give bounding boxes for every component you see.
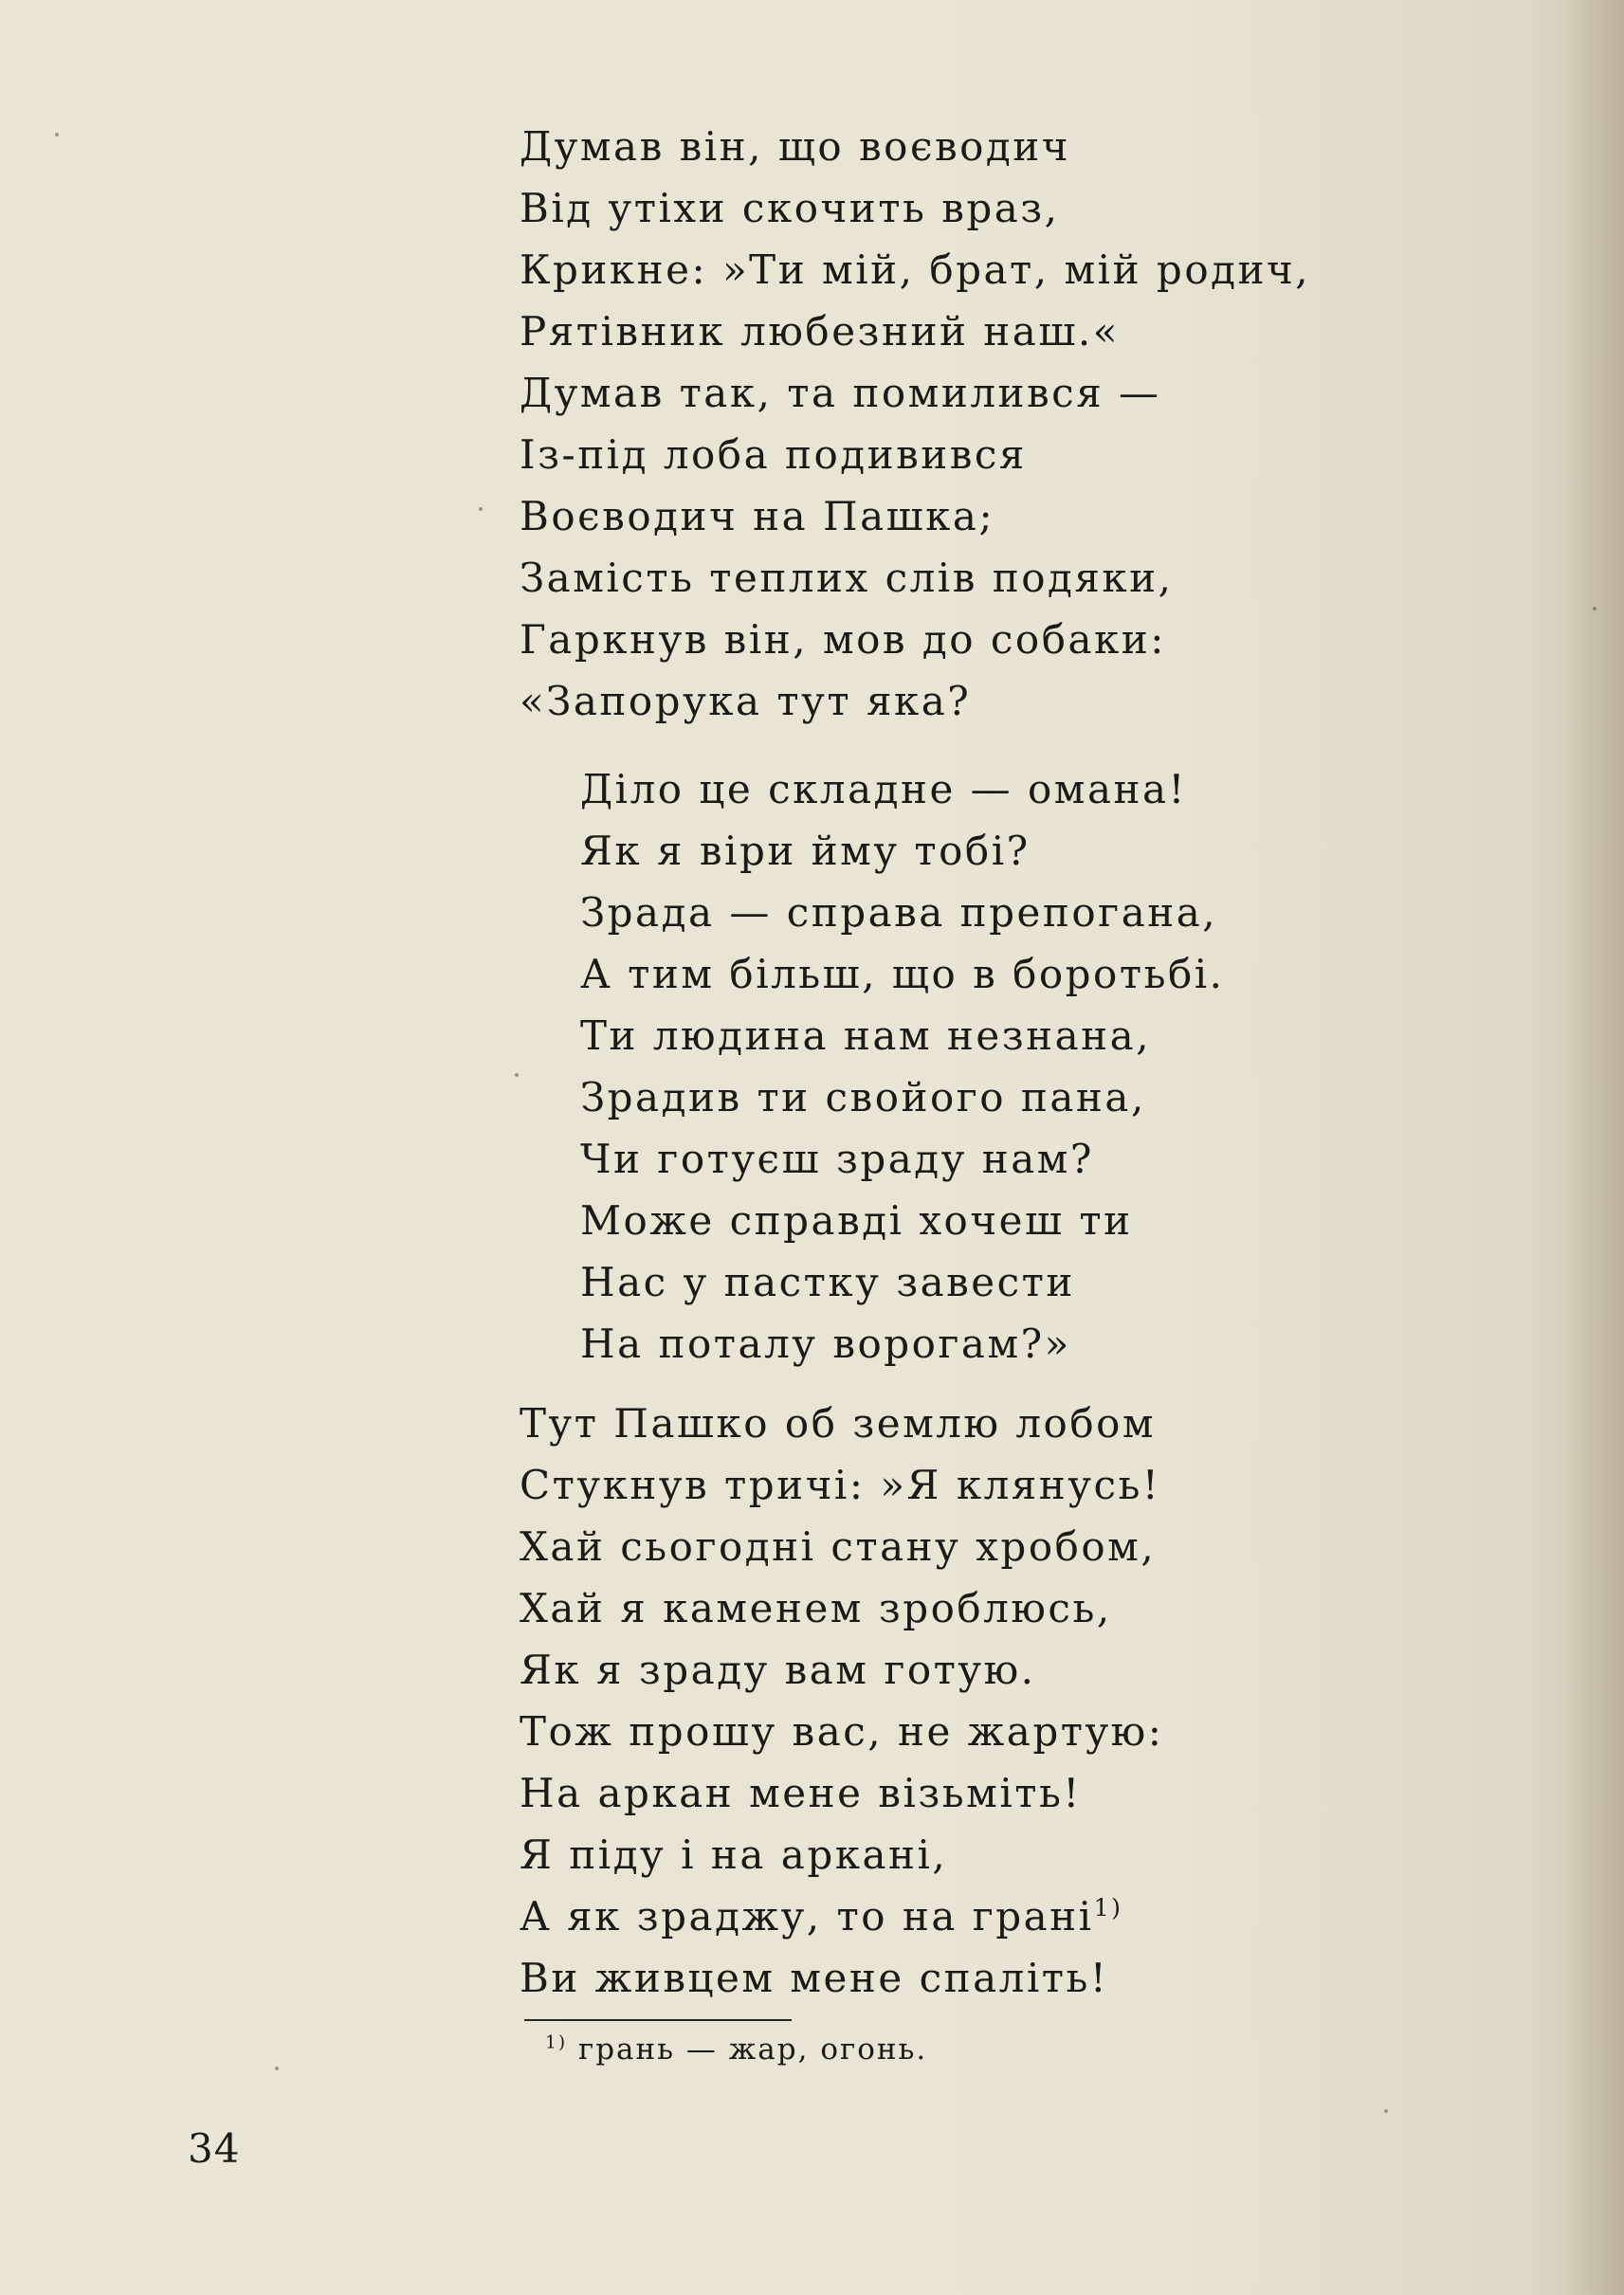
paper-speck	[479, 507, 483, 511]
poem-line: Рятівник любезний наш.«	[520, 308, 1120, 355]
poem-line: Із-під лоба подивився	[520, 431, 1027, 478]
paper-speck	[275, 2067, 279, 2070]
poem-line: Ви живцем мене спаліть!	[520, 1955, 1109, 2001]
poem-line: Тут Пашко об землю лобом	[520, 1400, 1157, 1447]
poem-line: Воєводич на Пашка;	[520, 493, 995, 539]
poem-line: Думав він, що воєводич	[520, 123, 1071, 170]
poem-stanza-2	[580, 758, 1225, 1375]
poem-line: Гаркнув він, мов до собаки:	[520, 616, 1166, 663]
footnote-reference: 1)	[1093, 1894, 1123, 1922]
poem-line: Ти людина нам незнана,	[580, 1012, 1152, 1059]
poem-line: Хай я каменем зроблюсь,	[520, 1585, 1112, 1631]
poem-line: А тим більш, що в боротьбі.	[580, 951, 1225, 997]
poem-stanza-1	[520, 116, 1310, 732]
poem-line: Зрада — справа препогана,	[580, 889, 1218, 936]
poem-line: Замість теплих слів подяки,	[520, 555, 1174, 601]
poem-line: На аркан мене візьміть!	[520, 1770, 1082, 1816]
paper-speck	[1593, 607, 1597, 610]
page-number: 34	[188, 2125, 241, 2172]
footnote	[545, 2031, 927, 2068]
footnote-text: грань — жар, огонь.	[577, 2032, 928, 2067]
poem-line: Я піду і на аркані,	[520, 1831, 948, 1878]
poem-line: Може справді хочеш ти	[580, 1197, 1133, 1244]
footnote-marker: 1)	[545, 2032, 568, 2053]
paper-speck	[55, 133, 59, 137]
footnote-divider	[524, 2019, 792, 2021]
paper-speck	[515, 1073, 519, 1077]
poem-line: Думав так, та помилився —	[520, 370, 1161, 416]
poem-line-text: А як зраджу, то на грані	[520, 1893, 1094, 1940]
poem-line: Зрадив ти свойого пана,	[580, 1074, 1146, 1120]
poem-line: Нас у пастку завести	[580, 1259, 1075, 1305]
poem-line-with-footnote	[520, 1885, 1163, 1947]
poem-line: «Запорука тут яка?	[520, 678, 972, 724]
poem-line: Від утіхи скочить враз,	[520, 185, 1060, 231]
poem-line: Стукнув тричі: »Я клянусь!	[520, 1462, 1161, 1508]
poem-line: Чи готуєш зраду нам?	[580, 1136, 1094, 1182]
poem-line: Крикне: »Ти мій, брат, мій родич,	[520, 246, 1311, 293]
poem-line: На поталу ворогам?»	[580, 1321, 1071, 1367]
paper-speck	[1384, 2109, 1388, 2113]
poem-stanza-3	[520, 1393, 1163, 2009]
poem-line: Діло це складне — омана!	[580, 766, 1187, 812]
page-edge-shadow	[1558, 0, 1624, 2295]
poem-line: Тож прошу вас, не жартую:	[520, 1708, 1164, 1755]
poem-line: Як я віри йму тобі?	[580, 828, 1031, 874]
poem-line: Як я зраду вам готую.	[520, 1647, 1036, 1693]
poem-line: Хай сьогодні стану хробом,	[520, 1523, 1157, 1570]
